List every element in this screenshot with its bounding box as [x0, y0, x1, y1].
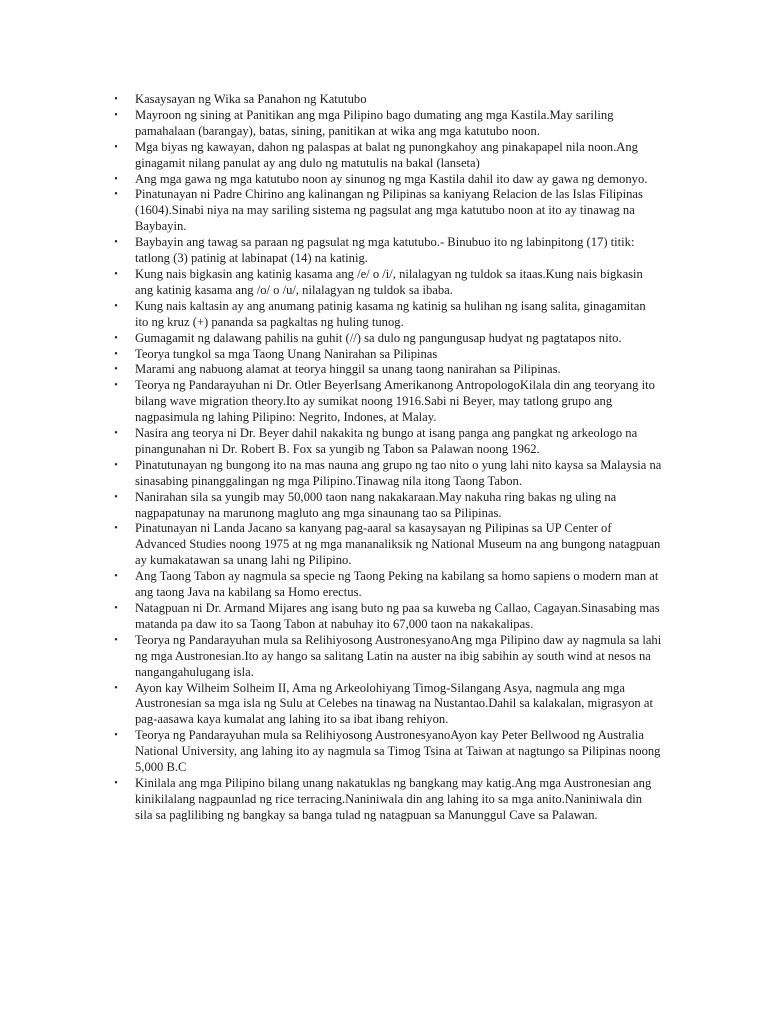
list-item: [0, 378, 768, 426]
bullet-icon: •: [114, 173, 118, 185]
list-item: [0, 267, 768, 299]
list-item: [0, 728, 768, 776]
bullet-icon: •: [114, 364, 118, 376]
list-item: [0, 601, 768, 633]
list-item-text: Ayon kay Wilheim Solheim II, Ama ng Arkeolohiyang Timog-Silangang Asya, nagmula ang mga Austronesian sa mga isla ng Sulu at Celebes na tinawag na Nustantao.Dahil sa kalakalan, migrasyon at pag-aasawa kaya kumalat ang lahing ito sa ibat ibang rehiyon.: [135, 680, 653, 727]
list-item-text: Pinatunayan ni Landa Jacano sa kanyang pag-aaral sa kasaysayan ng Pilipinas sa UP Center of Advanced Studies noong 1975 at ng mga mananaliksik ng National Museum na ang bungong natagpuan ay kumakatawan sa unang lahi ng Pilipino.: [135, 521, 661, 568]
bullet-icon: •: [114, 332, 118, 344]
list-item: [0, 521, 768, 569]
bullet-icon: •: [114, 428, 118, 440]
list-item: [0, 92, 768, 108]
list-item-text: Teorya ng Pandarayuhan ni Dr. Otler BeyerIsang Amerikanong AntropologoKilala din ang teoryang ito bilang wave migration theory.Ito ay sumikat noong 1916.Sabi ni Beyer, may tatlong grupo ang nagpasimula ng lahing Pilipino: Negrito, Indones, at Malay.: [135, 378, 655, 425]
bullet-icon: •: [114, 141, 118, 153]
bullet-icon: •: [114, 603, 118, 614]
list-item-text: Nanirahan sila sa yungib may 50,000 taon nang nakakaraan.May nakuha ring bakas ng uling na nagpapatunay na marunong magluto ang mga sinaunang tao sa Pilipinas.: [135, 489, 617, 520]
bullet-icon: •: [114, 268, 118, 280]
list-item: [0, 299, 768, 331]
list-item: [0, 569, 768, 601]
list-item: [0, 633, 768, 681]
list-item: [0, 458, 768, 490]
list-item-text: Teorya ng Pandarayuhan mula sa Relihiyosong AustronesyanoAyon kay Peter Bellwood ng Australia National University, ang lahing ito ay nagmula sa Timog Tsina at Taiwan at nagtungo sa Pilipinas noong 5,000 B.C: [135, 728, 661, 775]
list-item-text: Kasaysayan ng Wika sa Panahon ng Katutubo: [135, 92, 367, 106]
list-item-text: Kinilala ang mga Pilipino bilang unang nakatuklas ng bangkang may katig.Ang mga Austronesian ang kinikilalang nagpaunlad ng rice terracing.Naniniwala din ang lahing ito sa mga anito.Naniniwala din sila sa paglilibing ng bangkay sa banga tulad ng natagpuan sa Manunggul Cave sa Palawan.: [135, 775, 652, 822]
bullet-icon: •: [114, 682, 118, 694]
list-item: [0, 362, 768, 378]
list-item: [0, 108, 768, 140]
list-item: [0, 235, 768, 267]
list-item-text: Kung nais kaltasin ay ang anumang patinig kasama ng katinig sa hulihan ng isang salita, ginagamitan ito ng kruz (+) pananda sa pagkaltas ng huling tunog.: [135, 298, 646, 329]
list-item-text: Gumagamit ng dalawang pahilis na guhit (//) sa dulo ng pangungusap hudyat ng pagtatapos nito.: [135, 330, 622, 345]
list-item-text: Nasira ang teorya ni Dr. Beyer dahil nakakita ng bungo at isang panga ang pangkat ng arkeologo na pinangunahan ni Dr. Robert B. Fox sa yungib ng Tabon sa Palawan noong 1962.: [135, 426, 638, 456]
list-item-text: Mga biyas ng kawayan, dahon ng palaspas at balat ng punongkahoy ang pinakapapel nila noon.Ang ginagamit nilang panulat ay ang dulo ng matutulis na bakal (lanseta): [135, 139, 638, 170]
list-item: [0, 426, 768, 458]
list-item-text: Natagpuan ni Dr. Armand Mijares ang isang buto ng paa sa kuweba ng Callao, Cagayan.Sinasabing mas matanda pa daw ito sa Taong Tabon at nabuhay ito 67,000 taon na nakakalipas.: [135, 601, 660, 631]
bullet-icon: •: [114, 459, 118, 471]
list-item-text: Teorya tungkol sa mga Taong Unang Nanirahan sa Pilipinas: [135, 346, 438, 361]
bullet-list: [0, 92, 768, 824]
list-item: [0, 187, 768, 235]
bullet-icon: •: [114, 300, 118, 312]
list-item-text: Kung nais bigkasin ang katinig kasama ang /e/ o /i/, nilalagyan ng tuldok sa itaas.Kung nais bigkasin ang katinig kasama ang /o/ o /u/, nilalagyan ng tuldok sa ibaba.: [135, 266, 643, 297]
bullet-icon: •: [114, 523, 118, 535]
list-item: [0, 140, 768, 172]
list-item: [0, 490, 768, 522]
bullet-icon: •: [114, 109, 118, 121]
list-item-text: Mayroon ng sining at Panitikan ang mga Pilipino bago dumating ang mga Kastila.May sariling pamahalaan (barangay), batas, sining, panitikan at wika ang mga katutubo noon.: [135, 107, 614, 138]
list-item-text: Pinatunayan ni Padre Chirino ang kalinangan ng Pilipinas sa kaniyang Relacion de las Islas Filipinas (1604).Sinabi niya na may sariling sistema ng pagsulat ang mga katutubo noon at ito ay tinawag na Baybayin.: [135, 187, 643, 234]
list-item-text: Baybayin ang tawag sa paraan ng pagsulat ng mga katutubo.- Binubuo ito ng labinpitong (17) titik: tatlong (3) patinig at labinapat (14) na katinig.: [135, 235, 635, 266]
bullet-icon: •: [114, 777, 118, 789]
bullet-icon: •: [114, 491, 118, 503]
list-item: [0, 681, 768, 729]
list-item-text: Pinatutunayan ng bungong ito na mas nauna ang grupo ng tao nito o yung lahi nito kaysa sa Malaysia na sinasabing pinanggalingan ng mga Pilipino.Tinawag nila itong Taong Tabon.: [135, 457, 662, 488]
list-item-text: Ang Taong Tabon ay nagmula sa specie ng Taong Peking na kabilang sa homo sapiens o modern man at ang taong Java na kabilang sa Homo erectus.: [135, 569, 659, 600]
bullet-icon: •: [114, 634, 118, 646]
bullet-icon: •: [114, 237, 118, 249]
bullet-icon: •: [114, 189, 118, 201]
list-item: [0, 331, 768, 347]
bullet-icon: •: [114, 348, 118, 360]
bullet-icon: •: [114, 380, 118, 392]
bullet-icon: •: [114, 94, 118, 105]
bullet-icon: •: [114, 730, 118, 742]
bullet-icon: •: [114, 571, 118, 583]
list-item: [0, 776, 768, 824]
list-item-text: Teorya ng Pandarayuhan mula sa Relihiyosong AustronesyanoAng mga Pilipino daw ay nagmula sa lahi ng mga Austronesian.Ito ay hango sa salitang Latin na auster na ibig sabihin ay south wind at nesos na nangangahulugang isla.: [135, 632, 662, 679]
list-item-text: Ang mga gawa ng mga katutubo noon ay sinunog ng mga Kastila dahil ito daw ay gawa ng demonyo.: [135, 171, 648, 186]
list-item: [0, 172, 768, 188]
list-item: [0, 347, 768, 363]
list-item-text: Marami ang nabuong alamat at teorya hinggil sa unang taong nanirahan sa Pilipinas.: [135, 362, 561, 377]
